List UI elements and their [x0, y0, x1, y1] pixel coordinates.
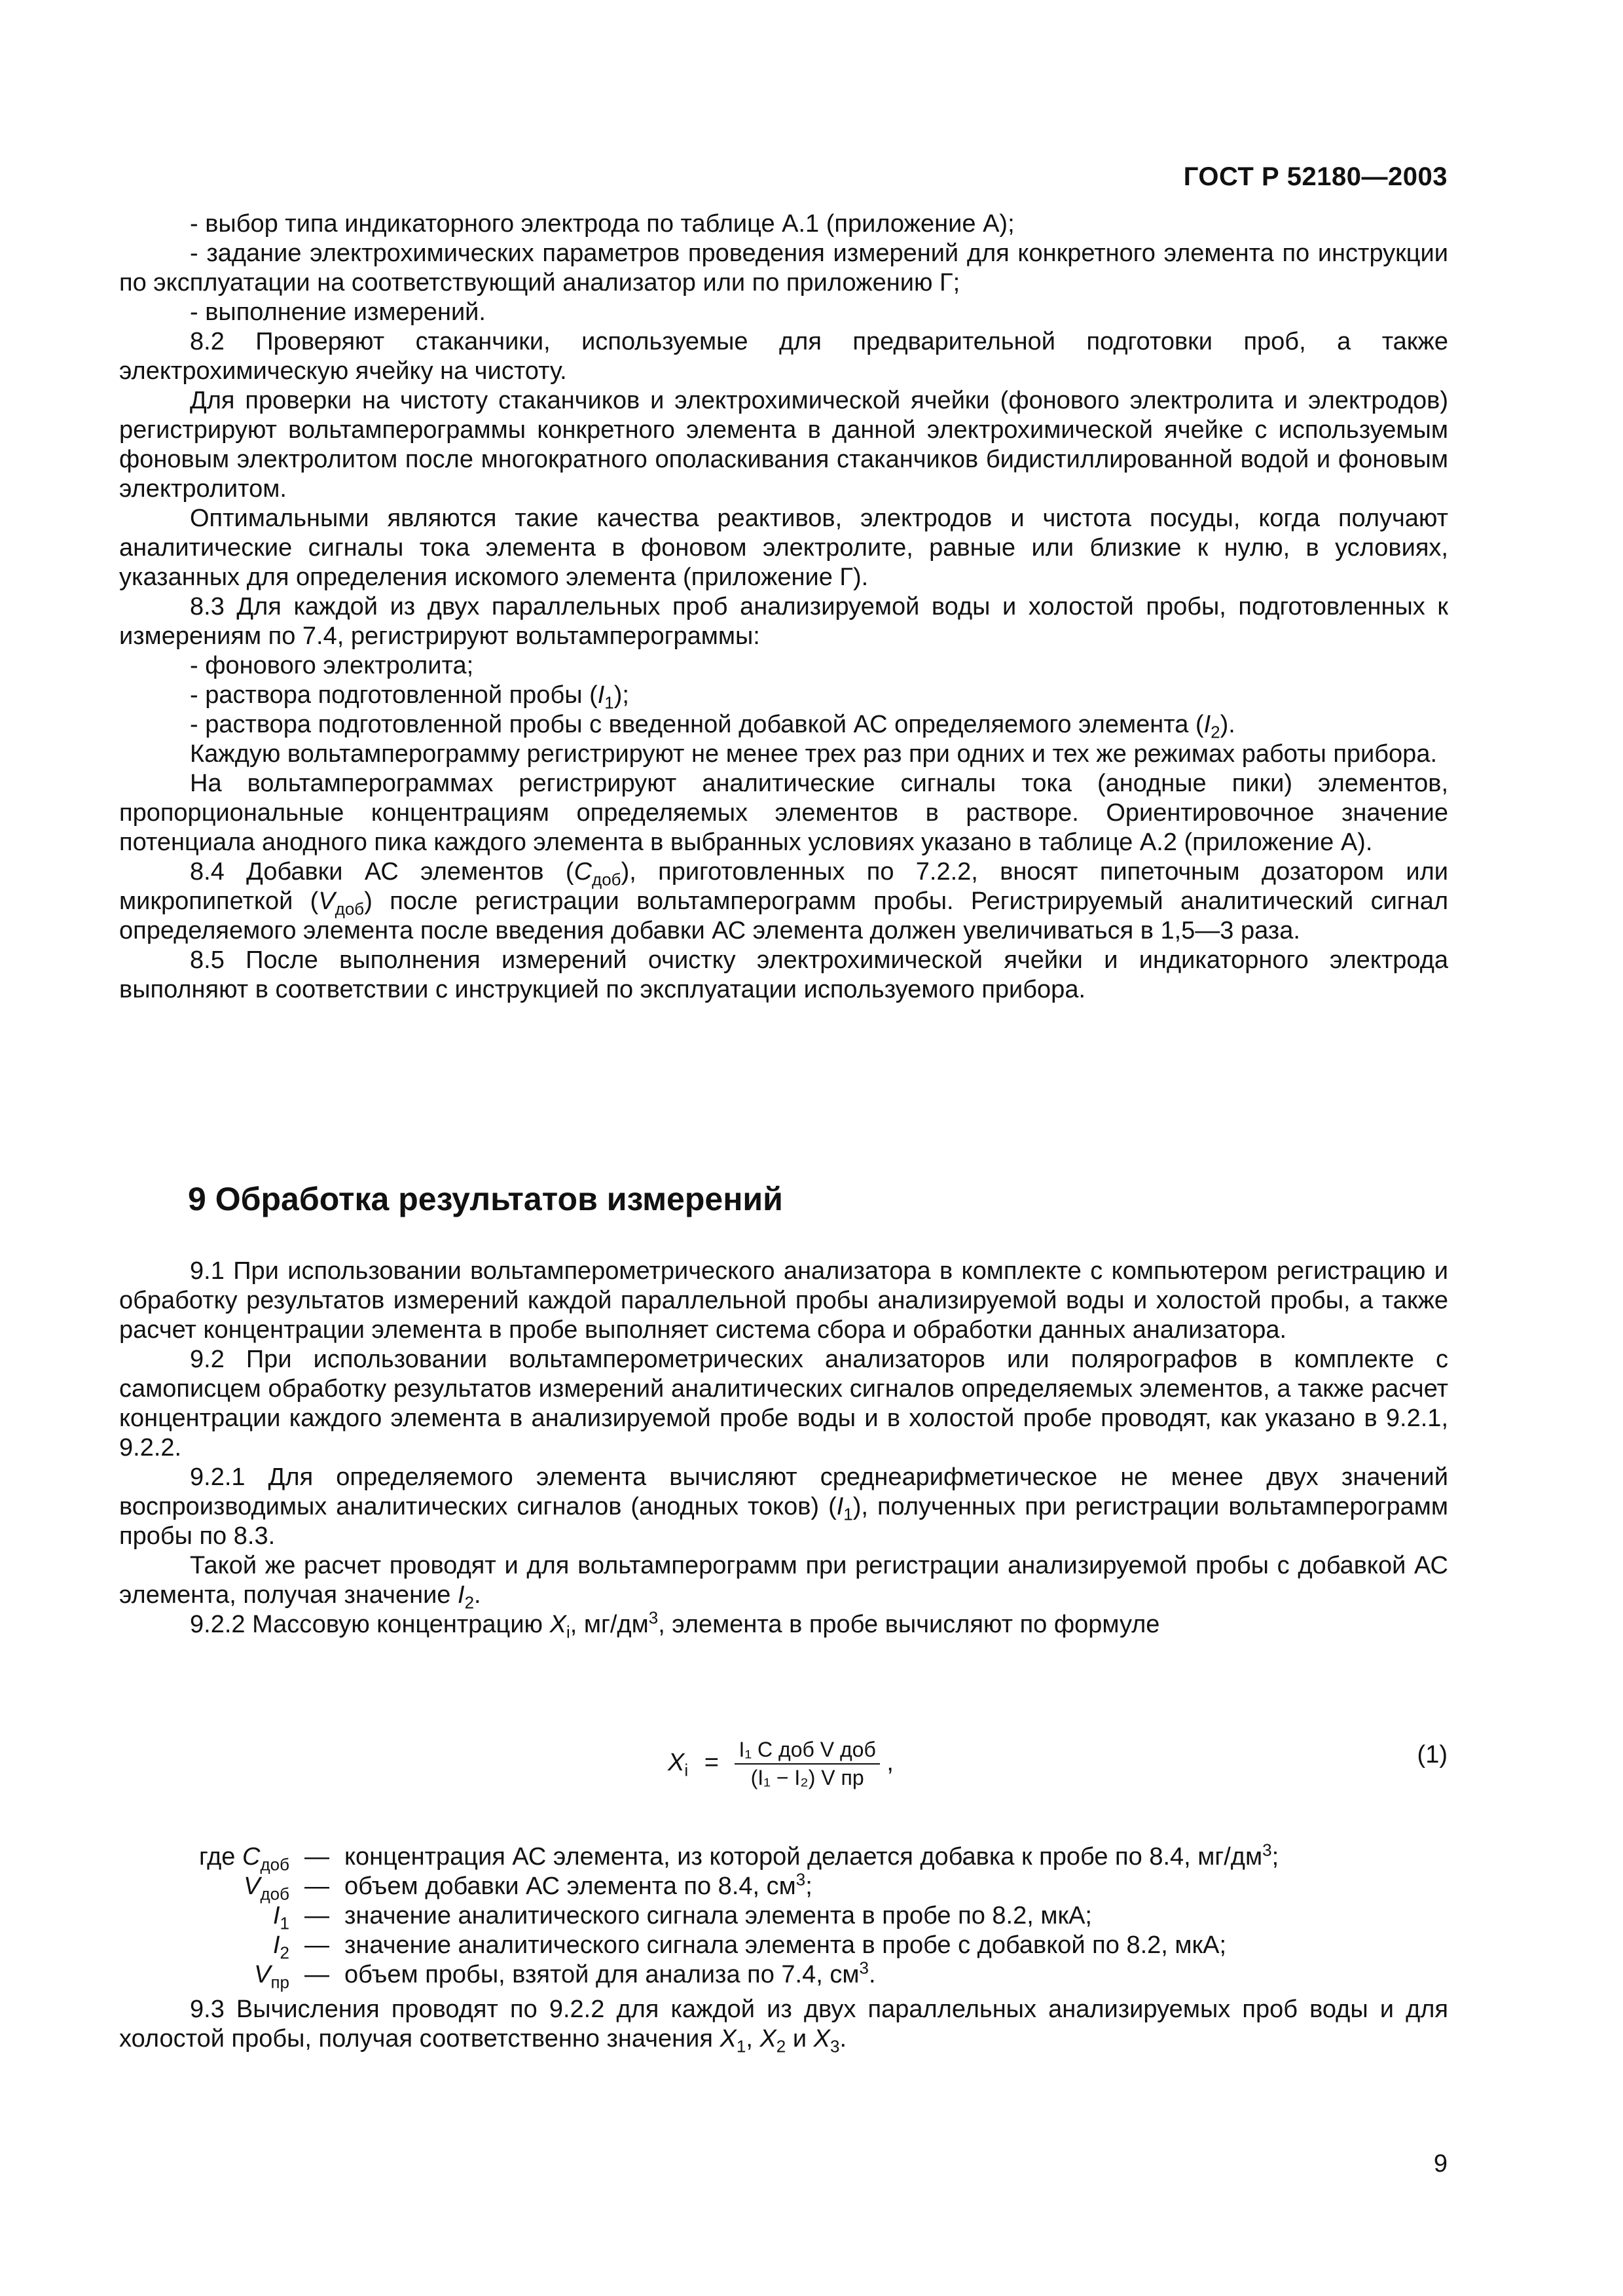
paragraph: Такой же расчет проводят и для вольтамперограмм при регистрации анализируемой пробы с добавкой АС элемента, получая значение $I_2$.	[119, 1552, 1448, 1613]
paragraph-9-3: 9.3 Вычисления проводят по 9.2.2 для каждой из двух параллельных анализируемых проб воды и для холостой пробы, получая соответственно значения $X_1$, $X_2$ и $X_3$.	[119, 1996, 1448, 2056]
paragraph: Оптимальными являются такие качества реактивов, электродов и чистота посуды, когда получают аналитические сигналы тока элемента в фоновом электролите, равные или близкие к нулю, в условиях, указанных для определения искомого элемента (приложение Г).	[119, 505, 1448, 591]
paragraph: Каждую вольтамперограмму регистрируют не менее трех раз при одних и тех же режимах работы прибора.	[190, 740, 1438, 768]
where-item: $I_2$ — значение аналитического сигнала элемента в пробе с добавкой по 8.2, мкА;	[272, 1931, 1227, 1963]
list-item: - задание электрохимических параметров проведения измерений для конкретного элемента по инструкции по эксплуатации на соответствующий анализатор или по приложению Г;	[119, 240, 1448, 296]
where-item: $I_1$ — значение аналитического сигнала элемента в пробе по 8.2, мкА;	[272, 1902, 1092, 1933]
document-header: ГОСТ Р 52180—2003	[1183, 162, 1448, 191]
section-title: 9 Обработка результатов измерений	[188, 1181, 783, 1217]
list-item: - выбор типа индикаторного электрода по таблице А.1 (приложение А);	[190, 210, 1015, 238]
page-number: 9	[1433, 2150, 1448, 2178]
where-item: $V_{пр}$ — объем пробы, взятой для анализа по 7.4, $см^3$.	[254, 1958, 876, 1992]
paragraph-8-2: 8.2 Проверяют стаканчики, используемые для предварительной подготовки проб, а также электрохимическую ячейку на чистоту.	[119, 328, 1448, 385]
formula-numerator: I₁ C доб V доб	[735, 1738, 879, 1765]
list-item: - раствора подготовленной пробы $(I_1)$;	[190, 681, 629, 713]
formula-fraction	[735, 1738, 879, 1790]
paragraph: На вольтамперограммах регистрируют аналитические сигналы тока (анодные пики) элементов, пропорциональные концентрациям определяемых элементов в растворе. Ориентировочное значение потенциала анодного пика каждого элемента в выбранных условиях указано в таблице А.2 (приложение А).	[119, 770, 1448, 856]
list-item: - раствора подготовленной пробы с введенной добавкой АС определяемого элемента $(I_2)$.	[190, 711, 1235, 742]
paragraph-9-1: 9.1 При использовании вольтамперометрического анализатора в комплекте с компьютером регистрацию и обработку результатов измерений каждой параллельной пробы анализируемой воды и холостой пробы, а также расчет концентрации элемента в пробе выполняет система сбора и обработки данных анализатора.	[119, 1257, 1448, 1344]
body-text-top	[119, 209, 1448, 1005]
paragraph-9-2: 9.2 При использовании вольтамперометрических анализаторов или полярографов в комплекте с самописцем обработку результатов измерений аналитических сигналов определяемых элементов, а также расчет концентрации каждого элемента в анализируемой пробе воды и в холостой пробе проводят, как указано в 9.2.1, 9.2.2.	[119, 1346, 1448, 1462]
paragraph-8-4: 8.4 Добавки АС элементов $(C_{доб})$, приготовленных по 7.2.2, вносят пипеточным дозатором или микропипеткой $(V_{доб})$ после регистрации вольтамперограмм пробы. Регистрируемый аналитический сигнал определяемого элемента после введения добавки АС элемента должен увеличиваться в 1,5—3 раза.	[119, 858, 1448, 944]
list-item: - выполнение измерений.	[190, 298, 486, 326]
paragraph-9-2-1: 9.2.1 Для определяемого элемента вычисляют среднеарифметическое не менее двух значений воспроизводимых аналитических сигналов (анодных токов) $(I_1)$, полученных при регистрации вольтамперограмм пробы по 8.3.	[119, 1463, 1449, 1550]
list-item: - фонового электролита;	[190, 652, 474, 679]
where-item: где $C_{доб}$ — концентрация АС элемента, из которой делается добавка к пробе по 8.4, $мг/дм^3$;	[198, 1840, 1279, 1874]
formula-1: $X_i$ = $\frac{\text{I₁ C доб V доб}}{\text{(I₁ − I₂) V пр}}$ ,	[668, 1738, 894, 1789]
paragraph: Для проверки на чистоту стаканчиков и электрохимической ячейки (фонового электролита и электродов) регистрируют вольтамперограммы конкретного элемента в данной электрохимической ячейке с используемым фоновым электролитом после многократного ополаскивания стаканчиков бидистиллированной водой и фоновым электролитом.	[119, 387, 1448, 503]
paragraph-9-2-2: 9.2.2 Массовую концентрацию $X_i$, $мг/дм^3$, элемента в пробе вычисляют по формуле	[190, 1607, 1160, 1642]
where-list	[119, 1842, 1448, 2054]
equation-number: (1)	[1417, 1741, 1448, 1768]
paragraph-8-5: 8.5 После выполнения измерений очистку электрохимической ячейки и индикаторного электрода выполняют в соответствии с инструкцией по эксплуатации используемого прибора.	[119, 946, 1448, 1003]
formula-denominator: (I₁ − I₂) V пр	[750, 1766, 864, 1789]
paragraph-8-3: 8.3 Для каждой из двух параллельных проб анализируемой воды и холостой пробы, подготовленных к измерениям по 7.4, регистрируют вольтамперограммы:	[119, 593, 1448, 650]
where-item: $V_{доб}$ — объем добавки АС элемента по 8.4, $см^3$;	[244, 1869, 812, 1904]
body-text-section-9	[119, 1257, 1448, 1640]
section-9	[119, 1181, 1448, 1217]
